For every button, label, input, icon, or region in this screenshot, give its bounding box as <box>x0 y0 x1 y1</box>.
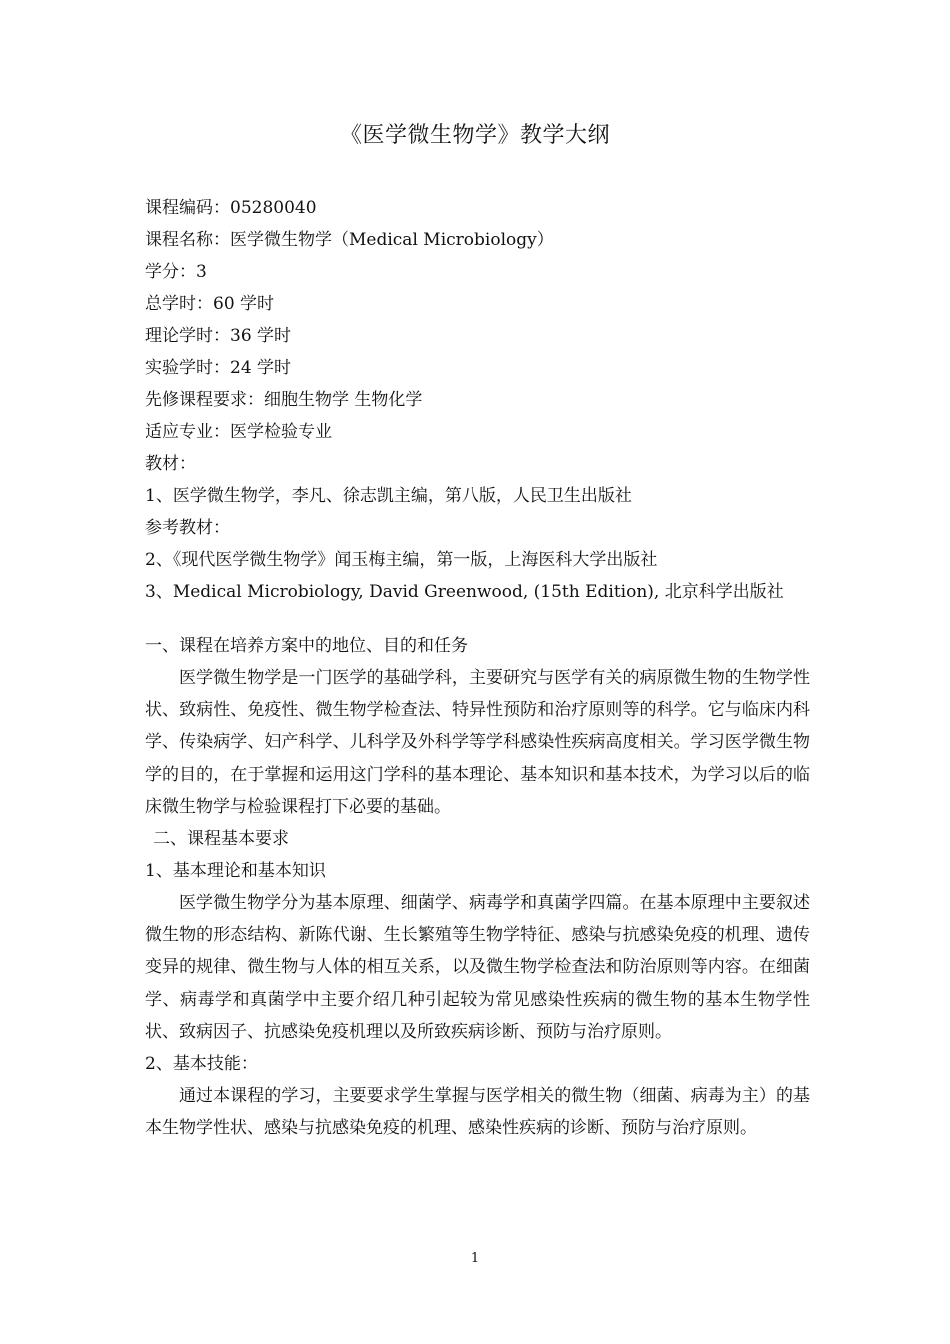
theory-hours: 理论学时：36 学时 <box>145 326 292 346</box>
prerequisites: 先修课程要求：细胞生物学 生物化学 <box>145 390 423 410</box>
subsection-1-heading: 1、基本理论和基本知识 <box>145 861 326 882</box>
section-1-paragraph: 医学微生物学是一门医学的基础学科，主要研究与医学有关的病原微生物的生物学性状、致病性、免疫性、微生物学检查法、特异性预防和治疗原则等的科学。它与临床内科学、传染病学、妇产科学、儿科学及外科学等学科感染性疾病高度相关。学习医学微生物学的目的，在于掌握和运用这门学科的基本理论、基本知识和基本技术，为学习以后的临床微生物学与检验课程打下必要的基础。 <box>145 668 810 817</box>
document-title: 《医学微生物学》教学大纲 <box>339 123 610 148</box>
section-1-heading: 一、课程在培养方案中的地位、目的和任务 <box>145 636 468 656</box>
textbook-item-1: 1、医学微生物学，李凡、徐志凯主编，第八版，人民卫生出版社 <box>145 486 632 506</box>
page-number: 1 <box>470 1251 480 1266</box>
applicable-major: 适应专业：医学检验专业 <box>145 422 332 442</box>
subsection-1-paragraph: 医学微生物学分为基本原理、细菌学、病毒学和真菌学四篇。在基本原理中主要叙述微生物的形态结构、新陈代谢、生长繁殖等生物学特征、感染与抗感染免疫的机理、遗传变异的规律、微生物与人体的相互关系，以及微生物学检查法和防治原则等内容。在细菌学、病毒学和真菌学中主要介绍几种引起较为常见感染性疾病的微生物的基本生物学性状、致病因子、抗感染免疫机理以及所致疾病诊断、预防与治疗原则。 <box>145 893 810 1042</box>
lab-hours: 实验学时：24 学时 <box>145 358 292 378</box>
reference-label: 参考教材： <box>145 518 230 538</box>
reference-item-2: 2、《现代医学微生物学》闻玉梅主编，第一版，上海医科大学出版社 <box>145 550 658 570</box>
section-2-heading: 二、课程基本要求 <box>153 829 289 850</box>
section-spacer <box>145 608 810 630</box>
course-credits: 学分：3 <box>145 262 207 282</box>
subsection-2-heading: 2、基本技能： <box>145 1054 258 1075</box>
course-code: 课程编码：05280040 <box>145 198 317 218</box>
reference-item-3: 3、Medical Microbiology, David Greenwood, (15th Edition), 北京科学出版社 <box>145 582 784 602</box>
course-name: 课程名称：医学微生物学（Medical Microbiology） <box>145 230 554 250</box>
textbook-label: 教材： <box>145 454 196 474</box>
document-body <box>145 192 810 1144</box>
total-hours: 总学时：60 学时 <box>145 294 275 314</box>
subsection-2-paragraph: 通过本课程的学习，主要要求学生掌握与医学相关的微生物（细菌、病毒为主）的基本生物学性状、感染与抗感染免疫的机理、感染性疾病的诊断、预防与治疗原则。 <box>145 1086 810 1139</box>
